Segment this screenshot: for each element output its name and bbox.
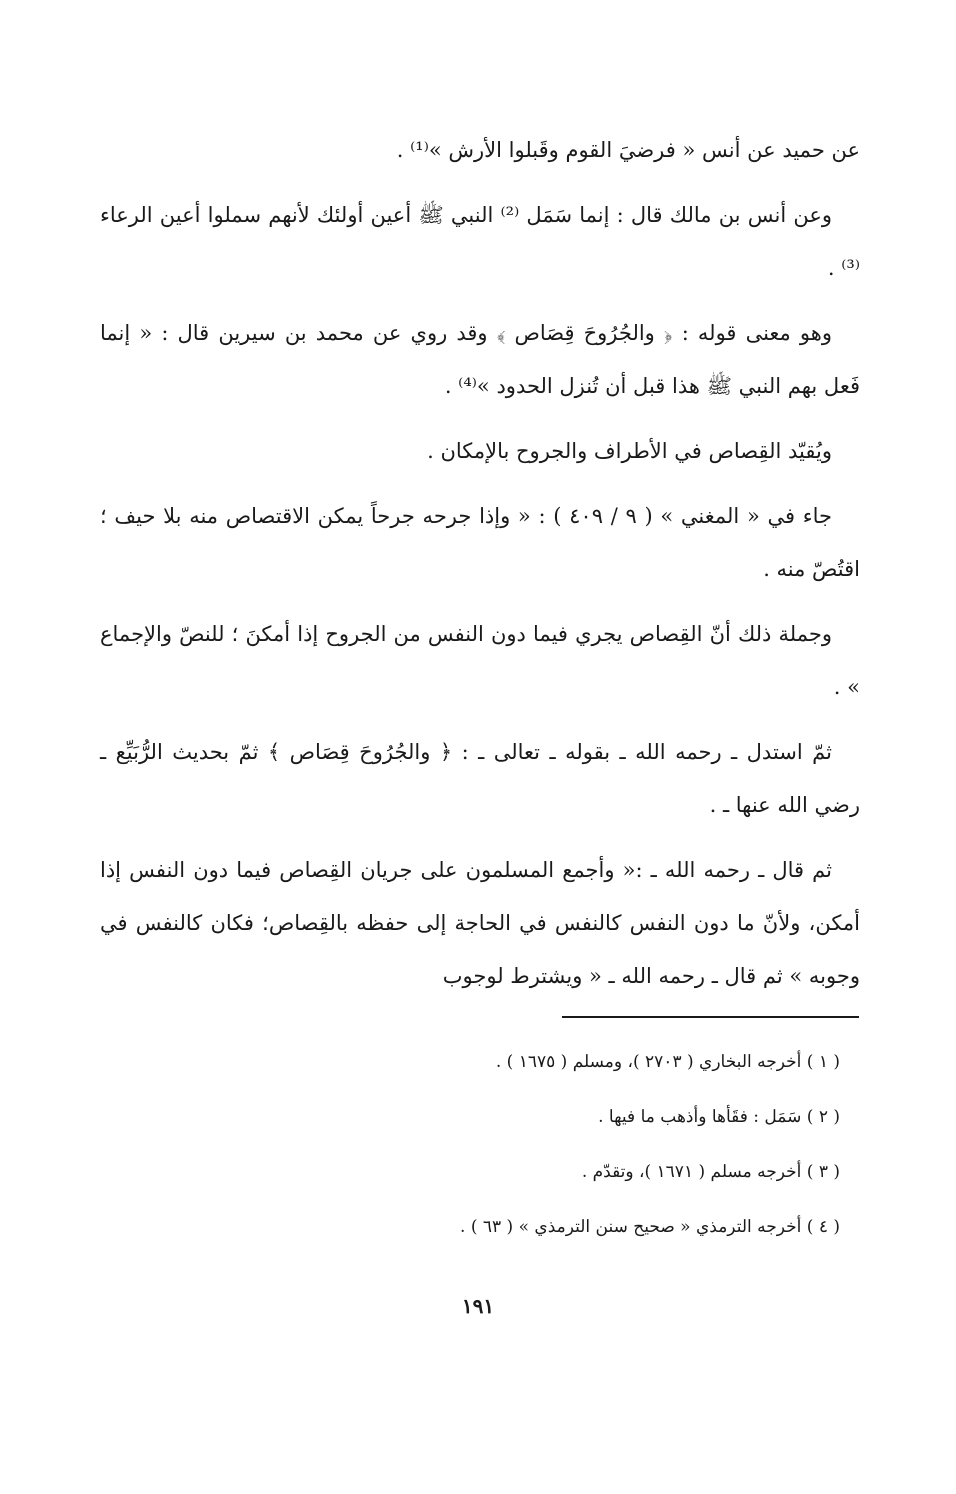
paragraph: ثم قال ـ رحمه الله ـ :« وأجمع المسلمون على جريان القِصاص فيما دون النفس إذا أمكن، ولأنّ ما دون النفس كالنفس في الحاجة إلى حفظه بالقِصاص؛ فكان كالنفس في وجوبه » ثم قال ـ رحمه الله ـ « ويشترط لوجوب — [100, 858, 860, 988]
main-text — [100, 124, 860, 1015]
paragraph: ثمّ استدل ـ رحمه الله ـ بقوله ـ تعالى ـ : ﴿ والجُرُوحَ قِصَاص ﴾ ثمّ بحديث الرُّبَيِّع ـ رضي الله عنها ـ . — [100, 740, 860, 817]
paragraph: جاء في « المغني » ( ٩ / ٤٠٩ ) : « وإذا جرحه جرحاً يمكن الاقتصاص منه بلا حيف ؛ اقتُصّ منه . — [100, 504, 860, 581]
page-number: ١٩١ — [461, 1294, 495, 1318]
footnotes — [100, 1042, 840, 1262]
footnote: ( ٢ ) سَمَل : فقَأها وأذهب ما فيها . — [598, 1107, 840, 1127]
paragraph: وهو معنى قوله : ﴿ والجُرُوحَ قِصَاص ﴾ وقد روي عن محمد بن سيرين قال : « إنما فَعل بهم النبي ﷺ هذا قبل أن تُنزل الحدود »⁽⁴⁾ . — [100, 321, 860, 398]
footnote: ( ٤ ) أخرجه الترمذي « صحيح سنن الترمذي » ( ٦٣ ) . — [460, 1217, 840, 1237]
footnote-divider — [562, 1016, 859, 1018]
paragraph: ويُقيّد القِصاص في الأطراف والجروح بالإمكان . — [427, 439, 832, 463]
paragraph: عن حميد عن أنس « فرضيَ القوم وقَبلوا الأرش »⁽¹⁾ . — [396, 138, 860, 162]
paragraph: وجملة ذلك أنّ القِصاص يجري فيما دون النفس من الجروح إذا أمكنَ ؛ للنصّ والإجماع » . — [100, 622, 860, 699]
footnote: ( ٣ ) أخرجه مسلم ( ١٦٧١ )، وتقدّم . — [581, 1162, 840, 1182]
footnote: ( ١ ) أخرجه البخاري ( ٢٧٠٣ )، ومسلم ( ١٦٧٥ ) . — [495, 1052, 840, 1072]
paragraph: وعن أنس بن مالك قال : إنما سَمَل ⁽²⁾ النبي ﷺ أعين أولئك لأنهم سملوا أعين الرعاء ⁽³⁾ . — [100, 203, 860, 280]
